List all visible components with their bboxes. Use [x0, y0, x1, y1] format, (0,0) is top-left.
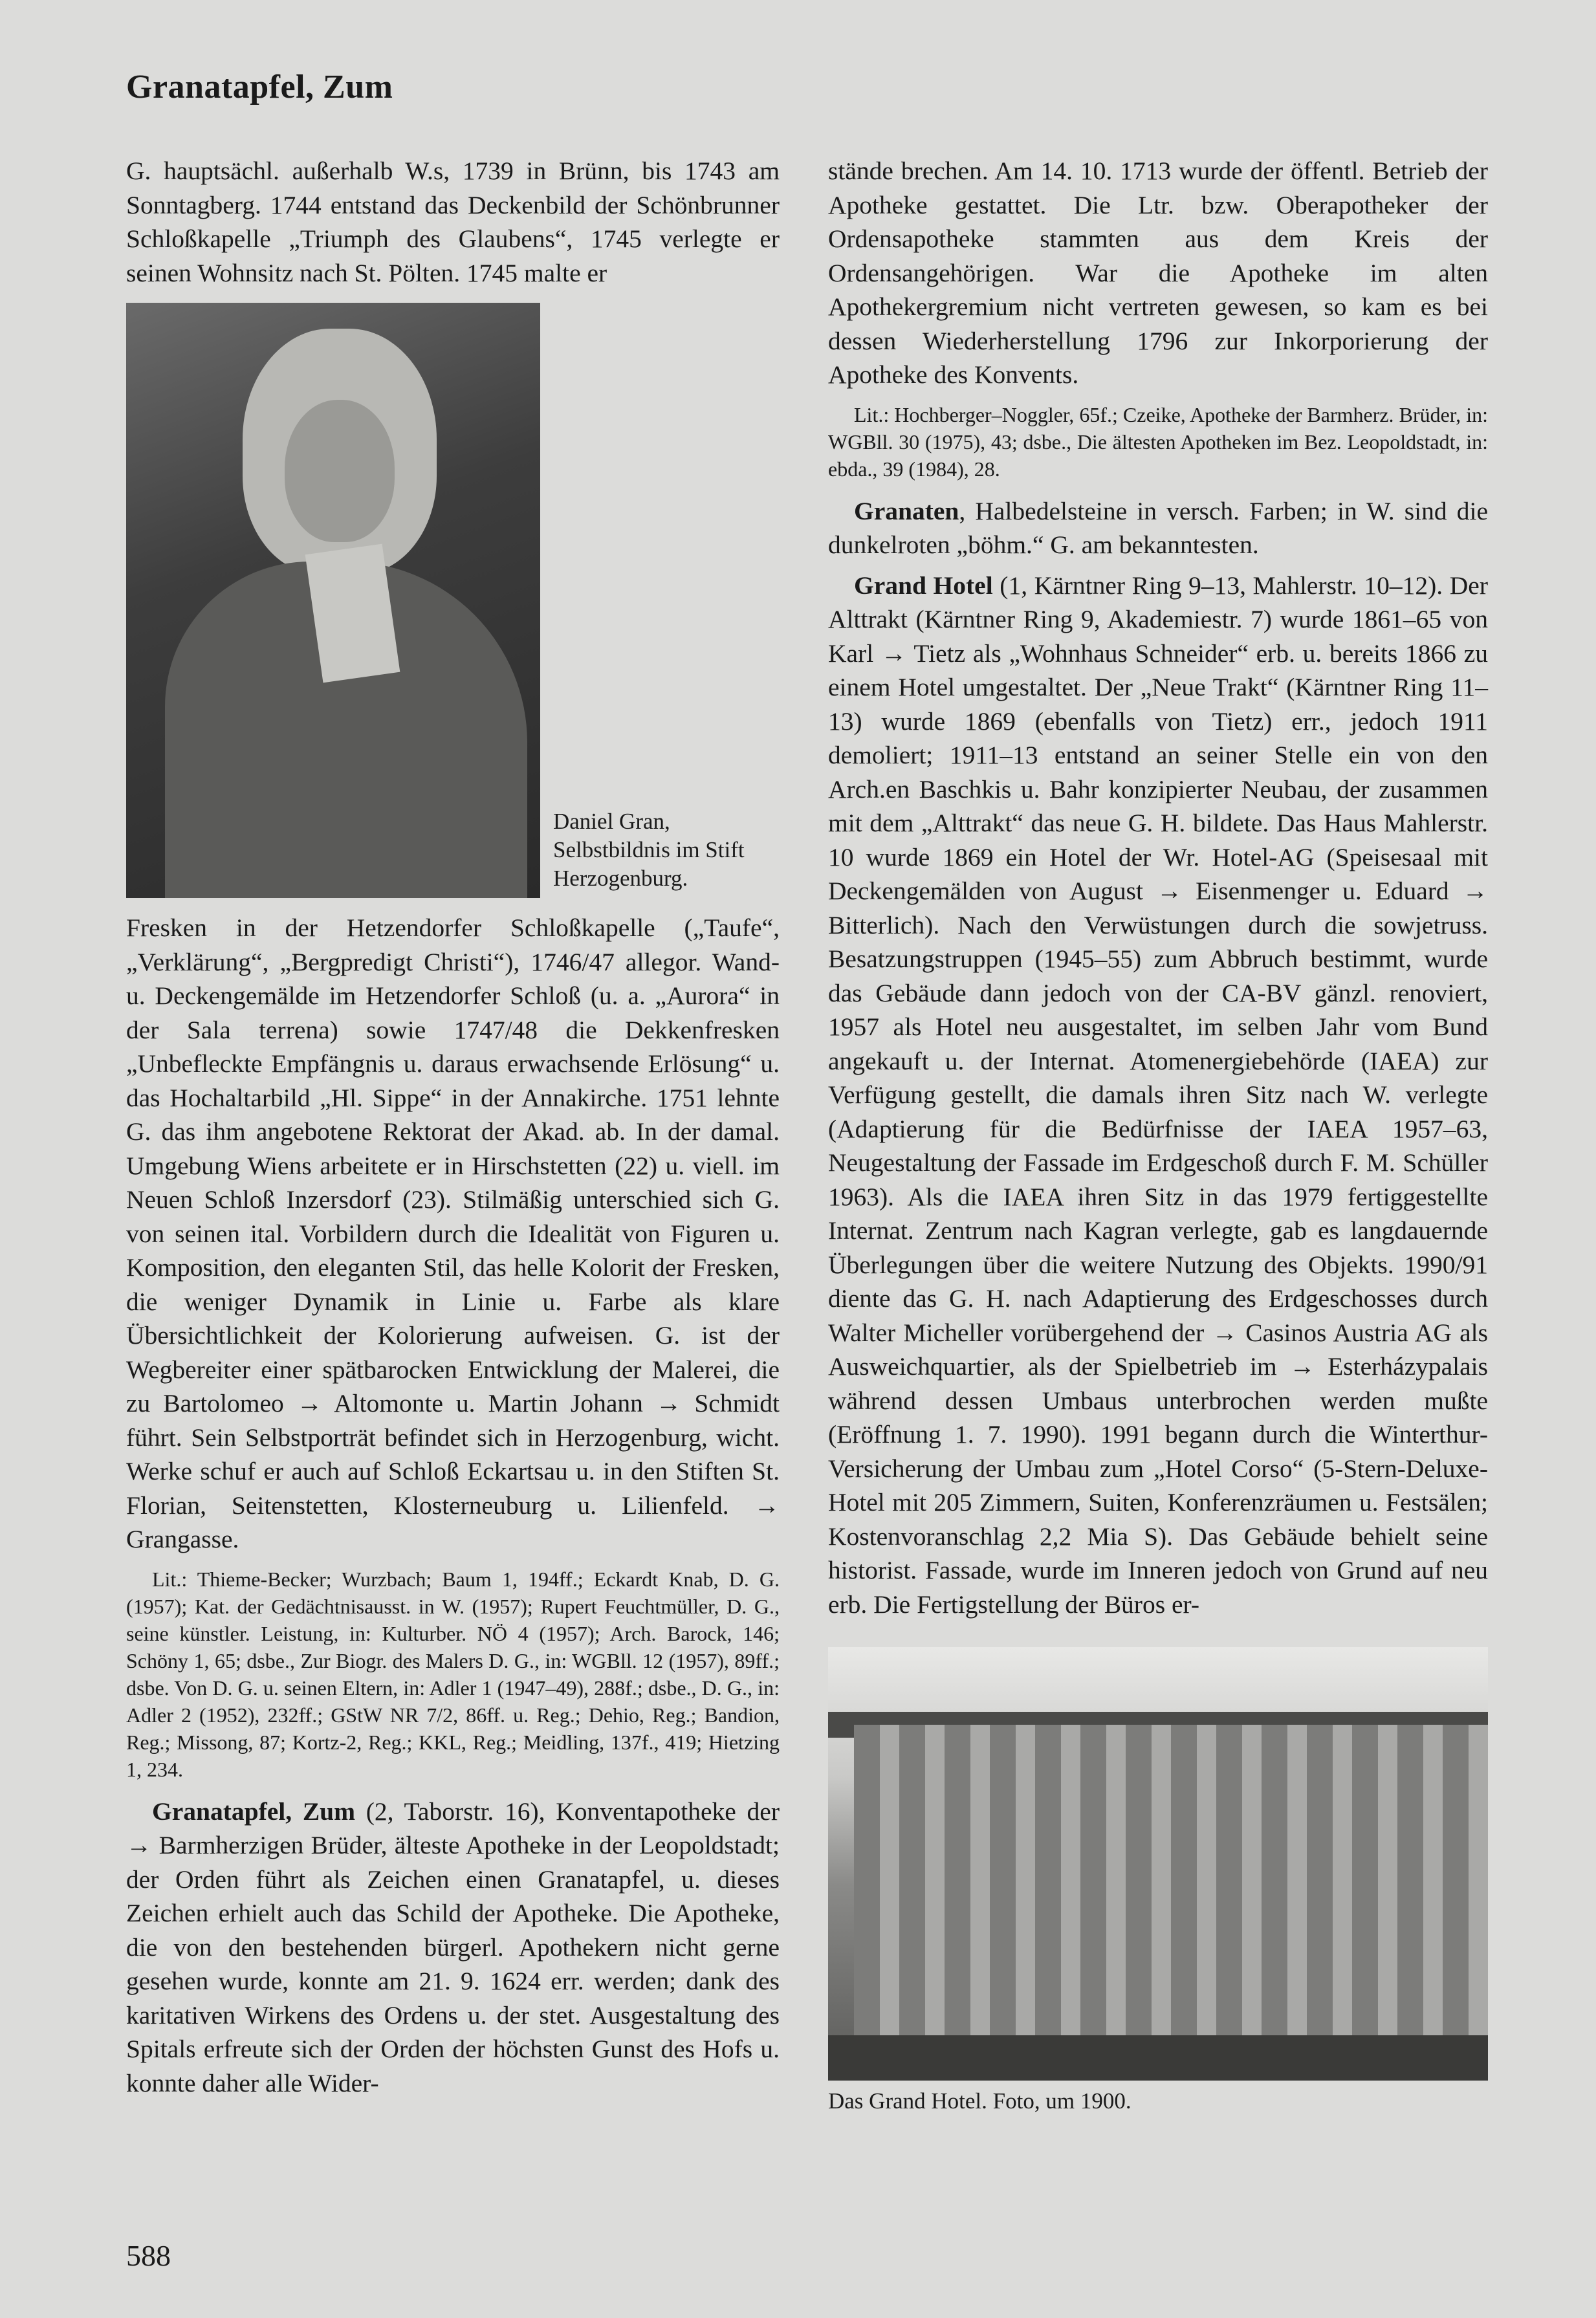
literature-note: Lit.: Thieme-Becker; Wurzbach; Baum 1, 194ff.; Eckardt Knab, D. G. (1957); Kat. der Gedächtnisausst. in W. (1957); Rupert Feuchtmüller, D. G., seine künstler. Leistung, in: Kulturber. NÖ 4 (1957); Arch. Barock, 146; Schöny 1, 65; dsbe., Zur Biogr. des Malers D. G., in: WGBll. 12 (1957), 89ff.; dsbe. Von D. G. u. seinen Eltern, in: Adler 1 (1947–49), 288f.; dsbe., D. G., in: Adler 2 (1952), 232ff.; GStW NR 7/2, 86ff. u. Reg.; Dehio, Reg.; Bandion, Reg.; Missong, 87; Kortz-2, Reg.; KKL, Reg.; Meidling, 137f., 419; Hietzing 1, 234. [126, 1567, 780, 1781]
entry-text: (2, Taborstr. 16), Konventapotheke der → Barmherzigen Brüder, älteste Apotheke in der Leopoldstadt; der Orden führt als Zeichen einen Granatapfel, u. dieses Zeichen erhielt auch das Schild der Apotheke. Die Apotheke, die von den bestehenden bürgerl. Apothekern nicht gerne gesehen wurde, konnte am 21. 9. 1624 err. werden; dank des karitativen Wirkens des Ordens u. der stet. Ausgestaltung des Spitals erfreute sich der Orden der höchsten Gunst des Hofs u. konnte daher alle Wider- [126, 1797, 780, 2097]
entry-headword: Granaten [854, 496, 959, 525]
entry-granatapfel [126, 1795, 780, 2101]
left-column [126, 154, 780, 2100]
figure-caption: Daniel Gran, Selbstbildnis im Stift Herzogenburg. [553, 809, 745, 891]
portrait-image [126, 303, 540, 898]
hotel-photo [828, 1647, 1488, 2081]
page-number: 588 [126, 2239, 171, 2272]
entry-text: (1, Kärntner Ring 9–13, Mahlerstr. 10–12). Der Alttrakt (Kärntner Ring 9, Akademiestr. 7) wurde 1861–65 von Karl → Tietz als „Wohnhaus Schneider“ erb. u. bereits 1866 zu einem Hotel umgestaltet. Der „Neue Trakt“ (Kärntner Ring 11–13) wurde 1869 (ebenfalls von Tietz) err., jedoch 1911 demoliert; 1911–13 entstand an seiner Stelle ein von den Arch.en Baschkis u. Bahr konzipierter Neubau, der zusammen mit dem „Alttrakt“ das neue G. H. bildete. Das Haus Mahlerstr. 10 wurde 1869 ein Hotel der Wr. Hotel-AG (Speisesaal mit Deckengemälden von August → Eisenmenger u. Eduard → Bitterlich). Nach den Verwüstungen durch die sowjetruss. Besatzungstruppen (1945–55) zum Abbruch bestimmt, wurde das Gebäude dann jedoch von der CA-BV gänzl. renoviert, 1957 als Hotel neu ausgestaltet, im selben Jahr vom Bund angekauft u. der Internat. Atomenergiebehörde (IAEA) zur Verfügung gestellt, die damals ihren Sitz nach W. verlegte (Adaptierung für die Bedürfnisse der IAEA 1957–63, Neugestaltung der Fassade im Erdgeschoß durch F. M. Schüller 1963). Als die IAEA ihren Sitz in das 1979 fertiggestellte Internat. Zentrum nach Kagran verlegte, gab es langdauernde Überlegungen über die weitere Nutzung des Objekts. 1990/91 diente das G. H. nach Adaptierung des Erdgeschosses durch Walter Micheller vorübergehend der → Casinos Austria AG als Ausweichquartier, als der Spielbetrieb im → Esterházypalais während dessen Umbaus unterbrochen werden mußte (Eröffnung 1. 7. 1990). 1991 begann durch die Winterthur-Versicherung der Umbau zum „Hotel Corso“ (5-Stern-Deluxe-Hotel mit 205 Zimmern, Suiten, Konferenzräumen u. Festsälen; Kostenvoranschlag 2,2 Mia S). Das Gebäude behielt seine historist. Fassade, wurde im Inneren jedoch von Grund auf neu erb. Die Fertigstellung der Büros er- [828, 571, 1488, 1619]
entry-grand-hotel [828, 569, 1488, 1622]
entry-granaten [828, 494, 1488, 562]
page-title: Granatapfel, Zum [126, 69, 393, 105]
paragraph: stände brechen. Am 14. 10. 1713 wurde der öffentl. Betrieb der Apotheke gestattet. Die Ltr. bzw. Oberapotheker der Ordensapotheke stammten aus dem Kreis der Ordensangehörigen. War die Apotheke im alten Apothekergremium nicht vertreten gewesen, so kam es bei dessen Wiederherstellung 1796 zur Inkorporierung der Apotheke des Konvents. [828, 157, 1488, 389]
photo-caption: Das Grand Hotel. Foto, um 1900. [828, 2088, 1131, 2114]
entry-headword: Grand Hotel [854, 571, 993, 600]
entry-text: , Halbedelsteine in versch. Farben; in W. sind die dunkelroten „böhm.“ G. am bekanntesten. [828, 496, 1488, 559]
paragraph: G. hauptsächl. außerhalb W.s, 1739 in Brünn, bis 1743 am Sonntagberg. 1744 entstand das Deckenbild der Schönbrunner Schloßkapelle „Triumph des Glaubens“, 1745 verlegte er seinen Wohnsitz nach St. Pölten. 1745 malte er [126, 157, 780, 287]
paragraph: Fresken in der Hetzendorfer Schloßkapelle („Taufe“, „Verklärung“, „Bergpredigt Christi“), 1746/47 allegor. Wand- u. Deckengemälde im Hetzendorfer Schloß (u. a. „Aurora“ in der Sala terrena) sowie 1747/48 die Dekkenfresken „Unbefleckte Empfängnis u. daraus erwachsende Erlösung“ u. das Hochaltarbild „Hl. Sippe“ in der Annakirche. 1751 lehnte G. das ihm angebotene Rektorat der Akad. ab. In der damal. Umgebung Wiens arbeitete er in Hirschstetten (22) u. viell. im Neuen Schloß Inzersdorf (23). Stilmäßig unterschied sich G. von seinen ital. Vorbildern durch die Idealität von Figuren u. Komposition, den eleganten Stil, das helle Kolorit der Fresken, die weniger Dynamik in Linie u. Farbe als klare Übersichtlichkeit der Kolorierung aufweisen. G. ist der Wegbereiter einer spätbarocken Entwicklung der Malerei, die zu Bartolomeo → Altomonte u. Martin Johann → Schmidt führt. Sein Selbstporträt befindet sich in Herzogenburg, wicht. Werke schuf er auch auf Schloß Eckartsau u. in den Stiften St. Florian, Seitenstetten, Klosterneuburg u. Lilienfeld. → Grangasse. [126, 913, 780, 1553]
right-column [828, 154, 1488, 2116]
entry-headword: Granatapfel, Zum [152, 1797, 356, 1826]
portrait-figure [126, 303, 780, 898]
literature-note: Lit.: Hochberger–Noggler, 65f.; Czeike, Apotheke der Barmherz. Brüder, in: WGBll. 30 (1975), 43; dsbe., Die ältesten Apotheken im Bez. Leopoldstadt, in: ebda., 39 (1984), 28. [828, 402, 1488, 481]
